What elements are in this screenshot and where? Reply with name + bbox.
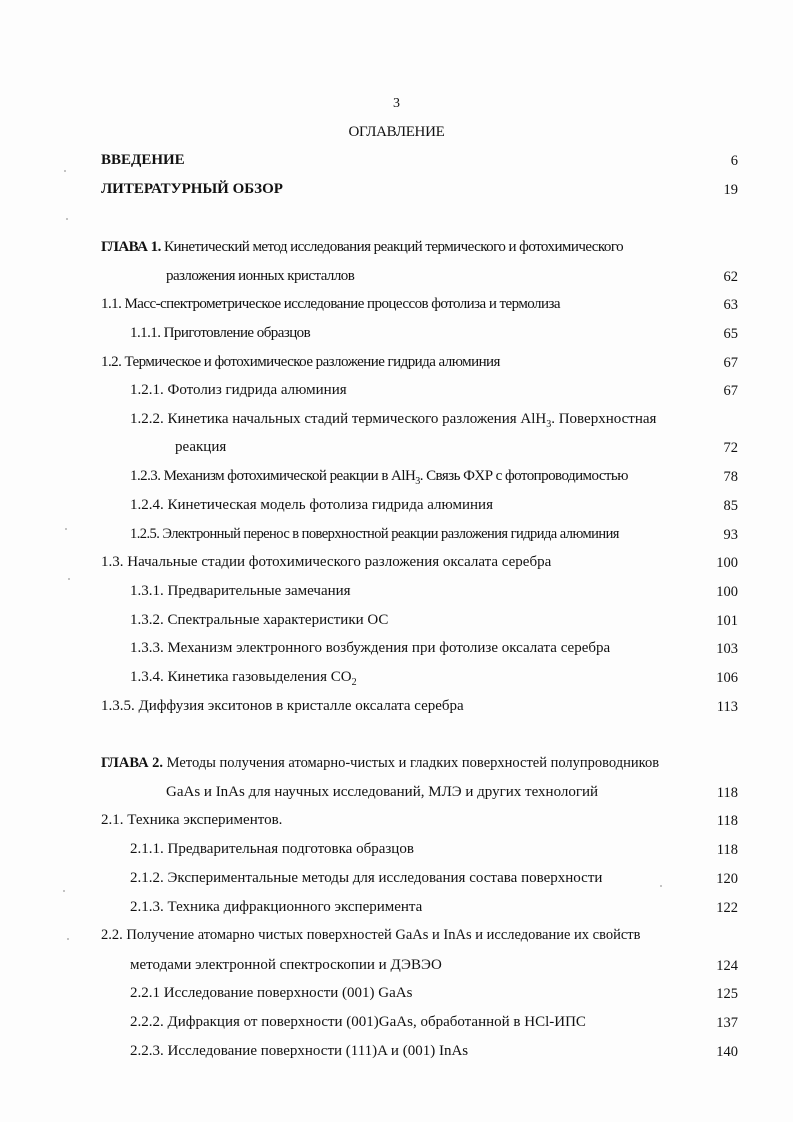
subscript: 3	[546, 419, 552, 430]
chapter-label: ГЛАВА 2.	[101, 755, 164, 771]
chapter-label: ГЛАВА 1.	[101, 239, 161, 255]
page-ref: 72	[723, 440, 738, 456]
toc-entry-2-2-2	[130, 1014, 586, 1031]
toc-entry-1-2-3	[130, 468, 628, 487]
page-ref: 65	[723, 326, 738, 342]
toc-entry-chapter-2	[101, 755, 659, 772]
page-ref: 63	[723, 297, 738, 313]
page-ref: 19	[723, 182, 738, 198]
entry-text: 1.1. Масс-спектрометрическое исследование процессов фотолиза и термолиза	[101, 296, 560, 312]
entry-text: 2.2.2. Дифракция от поверхности (001)GaAs, обработанной в HCl-ИПС	[130, 1014, 586, 1030]
page-ref: 118	[716, 813, 738, 829]
page-ref: 122	[716, 900, 738, 916]
entry-text: 1.2.2. Кинетика начальных стадий термического разложения AlH	[130, 411, 547, 427]
toc-entry-2-1	[101, 812, 282, 829]
entry-text: 2.1.3. Техника дифракционного эксперимента	[130, 899, 423, 915]
toc-entry-1-2	[101, 354, 500, 371]
entry-text: разложения ионных кристаллов	[166, 268, 355, 284]
entry-text: ВВЕДЕНИЕ	[101, 152, 185, 168]
page-ref: 137	[716, 1015, 738, 1031]
entry-text: методами электронной спектроскопии и ДЭВЭО	[130, 957, 442, 973]
toc-entry-chapter-1-cont	[166, 268, 354, 285]
entry-text: Кинетический метод исследования реакций термического и фотохимического	[160, 239, 624, 255]
entry-text-tail: . Поверхностная	[551, 411, 657, 427]
page-ref: 100	[716, 584, 738, 600]
toc-entry-1-2-2	[130, 411, 656, 430]
entry-text: 1.2.1. Фотолиз гидрида алюминия	[130, 382, 347, 398]
toc-entry-2-2-1	[130, 985, 412, 1002]
entry-text: 2.2.1 Исследование поверхности (001) GaAs	[130, 985, 413, 1001]
page-ref: 78	[723, 469, 738, 485]
page-ref: 113	[716, 699, 738, 715]
page-ref: 124	[716, 958, 738, 974]
toc-entry-1-2-5	[130, 526, 619, 543]
entry-text: 2.2.3. Исследование поверхности (111)A и (001) InAs	[130, 1043, 469, 1059]
subscript: 2	[351, 677, 357, 688]
toc-entry-chapter-1	[101, 239, 623, 256]
toc-entry-2-2	[101, 927, 640, 944]
subscript: 3	[415, 476, 420, 487]
toc-entry-1-3	[101, 554, 551, 571]
entry-text: 2.1.1. Предварительная подготовка образцов	[130, 841, 414, 857]
entry-text: 1.3.5. Диффузия экситонов в кристалле оксалата серебра	[101, 698, 464, 714]
toc-entry-1-3-3	[130, 640, 610, 657]
entry-text: 1.2. Термическое и фотохимическое разложение гидрида алюминия	[101, 354, 500, 370]
page-ref: 85	[723, 498, 738, 514]
toc-entry-1-2-2-cont	[175, 439, 226, 456]
entry-text: 2.1.2. Экспериментальные методы для исследования состава поверхности	[130, 870, 603, 886]
page-ref: 125	[716, 986, 738, 1002]
page-ref: 101	[716, 613, 738, 629]
entry-text: 2.2. Получение атомарно чистых поверхностей GaAs и InAs и исследование их свойств	[101, 927, 641, 943]
entry-text: Методы получения атомарно-чистых и гладких поверхностей полупроводников	[163, 755, 660, 771]
page-ref: 100	[716, 555, 738, 571]
scan-speck	[67, 938, 69, 940]
entry-text: реакция	[175, 439, 227, 455]
toc-entry-1-2-4	[130, 497, 493, 514]
scan-speck	[64, 170, 66, 172]
page-ref: 118	[716, 842, 738, 858]
entry-text: 1.2.5. Электронный перенос в поверхностной реакции разложения гидрида алюминия	[130, 526, 619, 542]
scan-speck	[68, 578, 70, 580]
toc-entry-2-1-2	[130, 870, 602, 887]
toc-entry-1-1	[101, 296, 560, 313]
entry-text: 1.2.3. Механизм фотохимической реакции в AlH	[130, 468, 416, 484]
toc-entry-literature-review	[101, 181, 283, 198]
toc-entry-2-1-3	[130, 899, 422, 916]
toc-entry-1-1-1	[130, 325, 310, 342]
page-ref: 62	[723, 269, 738, 285]
entry-text: ЛИТЕРАТУРНЫЙ ОБЗОР	[101, 181, 283, 197]
page-number: 3	[393, 96, 400, 111]
toc-entry-1-2-1	[130, 382, 347, 399]
entry-text: 1.3.2. Спектральные характеристики ОС	[130, 612, 389, 628]
entry-text: 1.1.1. Приготовление образцов	[130, 325, 311, 341]
toc-title: ОГЛАВЛЕНИЕ	[348, 124, 445, 140]
toc-entry-2-1-1	[130, 841, 414, 858]
page-ref: 67	[723, 383, 738, 399]
entry-text: 2.1. Техника экспериментов.	[101, 812, 283, 828]
page-ref: 67	[723, 355, 738, 371]
page-ref: 140	[716, 1044, 738, 1060]
page-ref: 118	[716, 785, 738, 801]
toc-entry-chapter-2-cont	[166, 784, 598, 801]
page-ref: 6	[730, 153, 738, 169]
page-ref: 120	[716, 871, 738, 887]
toc-entry-1-3-4	[130, 669, 357, 688]
scan-speck	[63, 890, 65, 892]
entry-text-tail: . Связь ФХР с фотопроводимостью	[419, 468, 628, 484]
toc-entry-1-3-2	[130, 612, 388, 629]
toc-entry-1-3-1	[130, 583, 351, 600]
toc-entry-2-2-cont	[130, 957, 442, 974]
toc-entry-introduction	[101, 152, 185, 169]
entry-text: 1.3. Начальные стадии фотохимического разложения оксалата серебра	[101, 554, 552, 570]
scan-speck	[660, 885, 662, 887]
scan-speck	[66, 218, 68, 220]
entry-text: 1.3.3. Механизм электронного возбуждения при фотолизе оксалата серебра	[130, 640, 611, 656]
entry-text: 1.3.1. Предварительные замечания	[130, 583, 351, 599]
page-ref: 93	[723, 527, 738, 543]
scan-speck	[65, 528, 67, 530]
page-ref: 106	[716, 670, 738, 686]
entry-text: 1.2.4. Кинетическая модель фотолиза гидрида алюминия	[130, 497, 493, 513]
page-ref: 103	[716, 641, 738, 657]
toc-entry-2-2-3	[130, 1043, 468, 1060]
toc-entry-1-3-5	[101, 698, 464, 715]
entry-text: GaAs и InAs для научных исследований, МЛЭ и других технологий	[166, 784, 599, 800]
entry-text: 1.3.4. Кинетика газовыделения CO	[130, 669, 352, 685]
